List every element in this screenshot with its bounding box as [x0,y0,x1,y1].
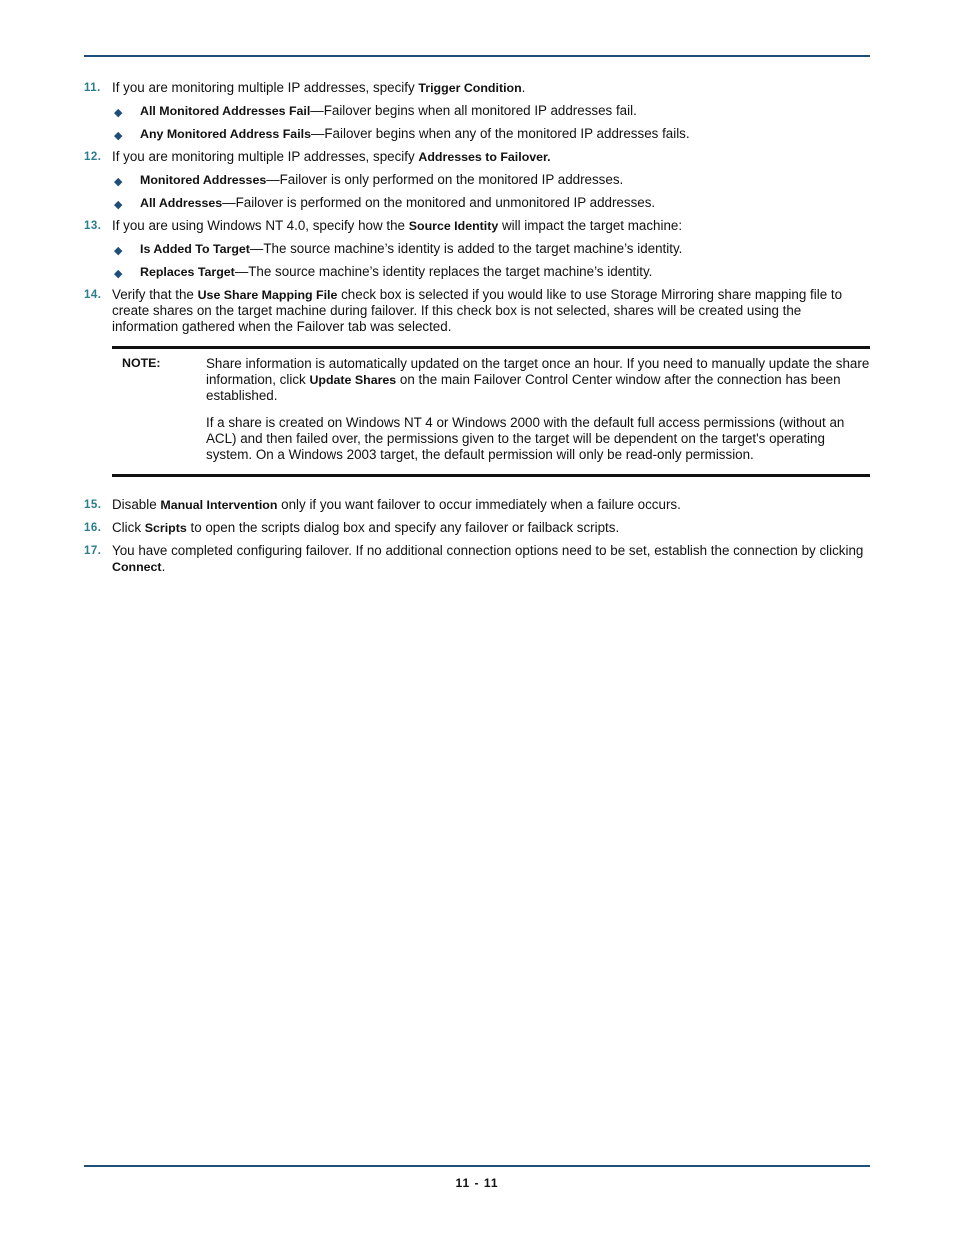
step-text: If you are using Windows NT 4.0, specify how the [112,218,409,233]
diamond-bullet-icon: ◆ [114,245,123,257]
step-bold-term: Scripts [144,521,187,535]
step-bold-term: Trigger Condition [418,81,522,95]
page-content [84,80,870,582]
step-17 [84,543,870,575]
diamond-bullet-icon: ◆ [114,130,123,142]
step-16 [84,520,870,536]
bullet-desc: —Failover begins when all monitored IP addresses fail. [310,103,637,118]
step-bold-term: Use Share Mapping File [197,288,338,302]
step-text-end: to open the scripts dialog box and specify any failover or failback scripts. [186,520,620,535]
bullet-item [84,241,870,257]
note-bold-term: Update Shares [309,373,397,387]
step-14 [84,287,870,335]
step-number: 12. [84,151,102,163]
bullet-item [84,103,870,119]
bullet-desc: —The source machine’s identity replaces the target machine’s identity. [234,264,653,279]
step-number: 13. [84,220,102,232]
step-13 [84,218,870,234]
footer-rule [84,1165,870,1167]
note-paragraph [206,356,870,404]
step-text-end: . [521,80,526,95]
step-bold-term: Addresses to Failover. [418,150,551,164]
step-text: Click [112,520,145,535]
bullet-desc: —Failover is performed on the monitored and unmonitored IP addresses. [222,195,656,210]
step-11 [84,80,870,96]
step-bold-term: Manual Intervention [160,498,278,512]
step-bold-term: Connect [112,560,162,574]
step-text-end: . [161,559,166,574]
step-text: Disable [112,497,161,512]
diamond-bullet-icon: ◆ [114,199,123,211]
step-number: 11. [84,82,101,94]
bullet-term: Is Added To Target [140,242,250,256]
note-label: NOTE: [122,356,161,370]
step-15 [84,497,870,513]
bullet-desc: —The source machine’s identity is added to the target machine’s identity. [249,241,683,256]
note-paragraph: If a share is created on Windows NT 4 or Windows 2000 with the default full access permissions (without an ACL) and then failed over, the permissions given to the target will be dependent on the target's operating system. On a Windows 2003 target, the default permission will only be read-only permission. [206,415,845,462]
step-number: 14. [84,289,102,301]
bullet-item [84,195,870,211]
bullet-item [84,126,870,142]
bullet-desc: —Failover is only performed on the monitored IP addresses. [266,172,624,187]
bullet-term: All Addresses [140,196,223,210]
step-text-end: will impact the target machine: [498,218,683,233]
page-number: 11 - 11 [455,1176,499,1190]
step-text: If you are monitoring multiple IP addresses, specify [112,80,419,95]
bullet-item [84,264,870,280]
note-text-end: on the main Failover Control Center window after the connection has been established. [206,372,841,403]
step-text-end: only if you want failover to occur immediately when a failure occurs. [277,497,681,512]
step-text: If you are monitoring multiple IP addresses, specify [112,149,419,164]
bullet-term: All Monitored Addresses Fail [140,104,311,118]
header-rule [84,55,870,57]
step-bold-term: Source Identity [408,219,499,233]
bullet-term: Monitored Addresses [140,173,267,187]
diamond-bullet-icon: ◆ [114,107,123,119]
bullet-term: Any Monitored Address Fails [140,127,311,141]
step-number: 16. [84,522,102,534]
step-number: 17. [84,545,102,557]
step-text: Verify that the [112,287,198,302]
step-number: 15. [84,499,102,511]
bullet-desc: —Failover begins when any of the monitored IP addresses fails. [310,126,690,141]
step-text: You have completed configuring failover. If no additional connection options need to be set, establish the connection by clicking [112,543,864,558]
step-12 [84,149,870,165]
note-text: Share information is automatically updated on the target once an hour. If you need to manually update the share information, click [206,356,870,387]
bullet-term: Replaces Target [140,265,235,279]
diamond-bullet-icon: ◆ [114,176,123,188]
note-box [112,346,870,477]
note-body [206,356,870,463]
bullet-item [84,172,870,188]
step-text-end: check box is selected if you would like to use Storage Mirroring share mapping file to create shares on the target machine during failover. If this check box is not selected, shares will be created using the information gathered when the Failover tab was selected. [112,287,843,334]
diamond-bullet-icon: ◆ [114,268,123,280]
